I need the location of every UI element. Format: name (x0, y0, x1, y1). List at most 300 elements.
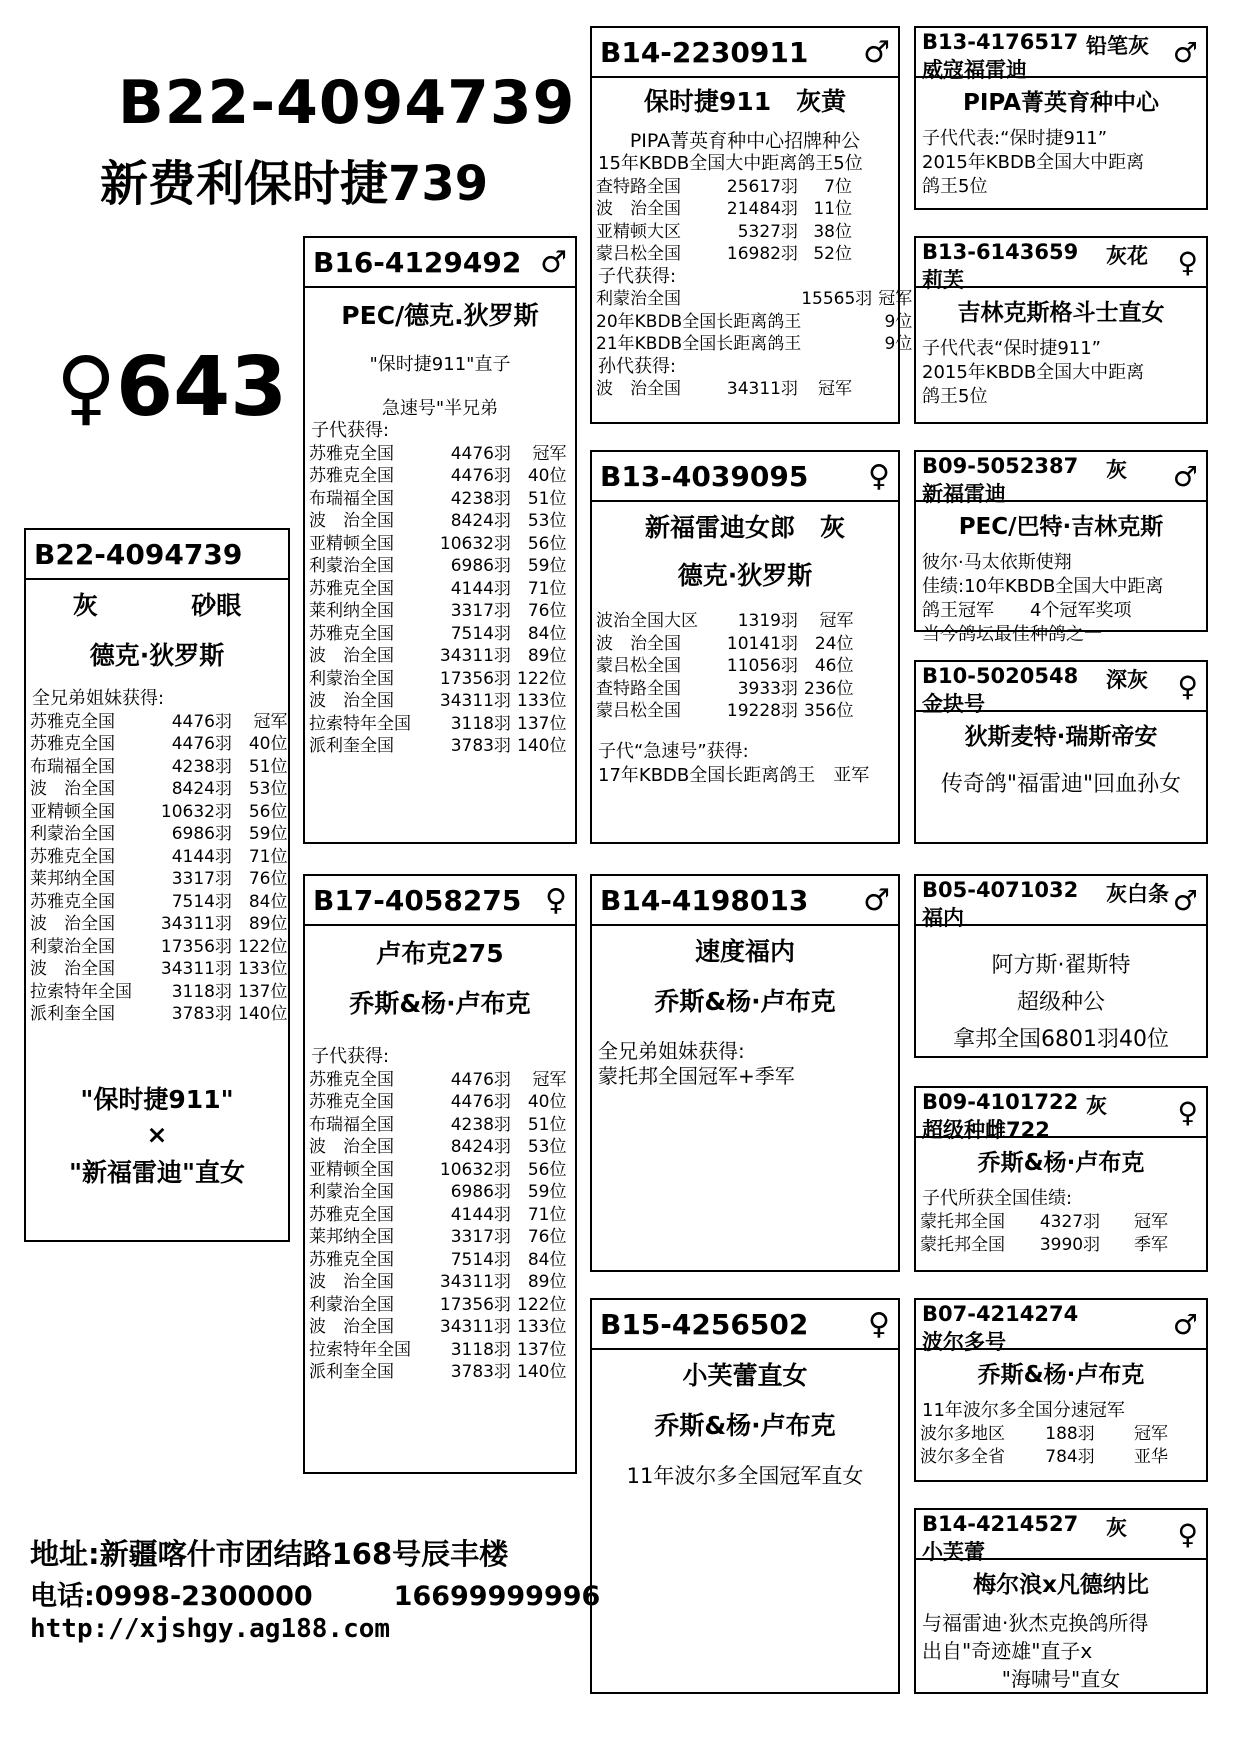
result-race: 派利奎全国 (30, 1004, 115, 1024)
result-row (920, 1211, 1186, 1234)
result-race: 利蒙治全国 (30, 824, 115, 844)
result-birds: 17356羽 (160, 936, 232, 957)
contact-address: 地址:新疆喀什市团结路168号辰丰楼 (30, 1537, 509, 1571)
gd1-header (592, 452, 898, 502)
result-place: 137位 (517, 1339, 567, 1360)
result-row (596, 311, 912, 334)
gs1-child-label: 子代获得: (598, 265, 677, 287)
result-birds: 4238羽 (171, 756, 232, 777)
dam-line: 乔斯&杨·卢布克 (349, 989, 531, 1018)
ggp-note: 子代代表:“保时捷911” (922, 128, 1108, 149)
result-row (30, 801, 287, 824)
result-birds: 5327羽 (737, 221, 798, 242)
gd2-note: 11年波尔多全国冠军直女 (626, 1464, 864, 1488)
result-race: 莱邦纳全国 (309, 1227, 394, 1247)
result-place: 51位 (248, 756, 288, 777)
result-place: 71位 (527, 1204, 567, 1225)
result-birds: 3118羽 (171, 981, 232, 1002)
gs1-header (592, 28, 898, 78)
result-race: 苏雅克全国 (309, 466, 394, 486)
result-race: 莱利纳全国 (309, 601, 394, 621)
gs1-child-results-table (596, 288, 912, 356)
result-race: 利蒙治全国 (309, 668, 394, 689)
ggp-note: 鸽王冠军 4个冠军奖项 (922, 600, 1132, 621)
result-birds: 4144羽 (171, 846, 232, 867)
result-row (596, 176, 852, 199)
result-birds: 3990羽 (1039, 1234, 1101, 1255)
ggp-results-table (920, 1211, 1186, 1256)
result-race: 波 治全国 (309, 646, 394, 666)
result-row (596, 333, 912, 356)
result-place: 冠军 (818, 379, 852, 399)
gs1-line2: 15年KBDB全国大中距离鸽王5位 (598, 153, 863, 174)
result-race: 苏雅克全国 (30, 846, 115, 867)
contact-url[interactable]: http://xjshgy.ag188.com (30, 1614, 391, 1644)
result-race: 亚精顿全国 (309, 533, 394, 554)
result-birds: 4144羽 (450, 1204, 511, 1225)
result-place: 冠军 (1134, 1424, 1168, 1444)
result-place: 38位 (813, 221, 852, 242)
result-birds: 17356羽 (439, 668, 511, 689)
result-birds: 4144羽 (450, 578, 511, 599)
sire-note1: "保时捷911"直子 (369, 354, 511, 375)
page-title-name: 新费利保时捷739 (100, 156, 489, 212)
ggp-header (916, 1088, 1206, 1142)
result-birds: 10632羽 (439, 1159, 511, 1180)
result-row (30, 981, 287, 1004)
dam-results-table (309, 1069, 566, 1384)
result-birds: 34311羽 (160, 959, 232, 979)
ggp-line: 乔斯&杨·卢布克 (977, 1150, 1145, 1176)
ggp-ring: B13-4176517 (922, 30, 1079, 54)
result-row (309, 533, 566, 556)
result-race: 波 治全国 (30, 779, 115, 799)
result-place: 84位 (527, 1249, 567, 1270)
result-birds: 6986羽 (171, 824, 232, 844)
result-race: 波 治全国 (309, 691, 394, 711)
result-place: 56位 (527, 533, 567, 554)
ggp-ring: B07-4214274 (922, 1302, 1079, 1326)
dam-label: 子代获得: (311, 1046, 390, 1067)
result-row (309, 1249, 566, 1272)
gs1-results-table (596, 176, 852, 266)
subject-cross-sire: "保时捷911" (80, 1084, 234, 1114)
result-place: 24位 (814, 633, 854, 654)
result-place: 133位 (517, 691, 567, 711)
result-place: 59位 (527, 1182, 567, 1202)
result-place: 9位 (884, 334, 913, 354)
result-birds: 784羽 (1045, 1446, 1095, 1467)
result-place: 89位 (527, 1272, 567, 1292)
result-race: 亚精顿全国 (30, 801, 115, 822)
result-race: 波尔多全省 (920, 1446, 1005, 1467)
ggp-name: 小芙蕾 (922, 1540, 985, 1564)
sire-note2: 急速号"半兄弟 (381, 398, 499, 419)
result-race: 利蒙治全国 (30, 936, 115, 957)
ggp-header (916, 28, 1206, 82)
dam-card (303, 874, 577, 1474)
result-place: 236位 (804, 678, 854, 699)
result-race: 21年KBDB全国长距离鸽王 (596, 334, 802, 354)
result-birds: 3933羽 (737, 678, 798, 699)
gd2-header (592, 1300, 898, 1350)
result-row (596, 288, 912, 311)
result-place: 51位 (527, 1114, 567, 1135)
ggp-ring: B10-5020548 (922, 664, 1079, 688)
result-row (920, 1423, 1186, 1446)
result-place: 356位 (804, 701, 854, 721)
result-birds: 17356羽 (439, 1294, 511, 1315)
result-race: 查特路全国 (596, 678, 681, 699)
ggp-color: 深灰 (1106, 668, 1148, 692)
result-place: 冠军 (819, 611, 854, 631)
result-race: 拉索特年全国 (30, 981, 132, 1002)
ggp-ring: B13-6143659 (922, 240, 1079, 264)
ggp-note: "海啸号"直女 (1001, 1667, 1121, 1691)
gs1-name: 保时捷911 灰黄 (643, 87, 847, 116)
ggp-note: 彼尔·马太依斯使翔 (922, 552, 1072, 573)
result-row (30, 868, 287, 891)
result-place: 冠军 (532, 443, 567, 464)
result-place: 89位 (248, 914, 288, 934)
ggp-note: 佳绩:10年KBDB全国大中距离 (922, 576, 1164, 597)
result-race: 波 治全国 (596, 633, 681, 654)
result-birds: 34311羽 (439, 1317, 511, 1337)
result-place: 76位 (527, 601, 567, 621)
ggp-ring: B14-4214527 (922, 1512, 1079, 1536)
result-place: 137位 (517, 713, 567, 734)
ggp-color: 灰 (1106, 1516, 1127, 1540)
result-row (30, 958, 287, 981)
result-race: 波 治全国 (596, 379, 681, 399)
result-place: 冠军 (878, 289, 913, 309)
result-row (309, 1339, 566, 1362)
great-grandparent-card (914, 1298, 1208, 1482)
result-birds: 6986羽 (450, 1182, 511, 1202)
ggp-line: 乔斯&杨·卢布克 (977, 1362, 1145, 1388)
result-place: 亚华 (1134, 1446, 1168, 1467)
gs1-grand-results-table (596, 378, 852, 401)
result-row (309, 1136, 566, 1159)
result-place: 53位 (527, 1137, 567, 1157)
result-place: 76位 (527, 1227, 567, 1247)
contact-phone: 电话:0998-2300000 16699999996 (30, 1581, 601, 1612)
gd1-results-table (596, 610, 853, 723)
result-birds: 16982羽 (726, 244, 798, 264)
sire-card (303, 236, 577, 844)
male-symbol-icon: ♂ (1172, 1308, 1198, 1341)
ggp-note: 出自"奇迹雄"直子x (922, 1639, 1093, 1663)
great-grandparent-card (914, 1086, 1208, 1272)
maternal-granddam-card (590, 1298, 900, 1694)
ggp-note: 2015年KBDB全国大中距离 (922, 362, 1145, 383)
male-symbol-icon: ♂ (1172, 884, 1198, 917)
result-row (30, 936, 287, 959)
result-place: 季军 (1134, 1234, 1168, 1255)
result-row (30, 778, 287, 801)
result-race: 波 治全国 (596, 199, 681, 219)
female-symbol-icon: ♀ (868, 1306, 890, 1342)
ggp-color: 灰 (1106, 458, 1127, 482)
result-birds: 3783羽 (450, 1362, 511, 1382)
result-race: 20年KBDB全国长距离鸽王 (596, 311, 802, 332)
result-race: 利蒙治全国 (309, 1294, 394, 1315)
great-grandparent-card (914, 660, 1208, 844)
gs2-label: 全兄弟姐妹获得: (598, 1039, 745, 1063)
result-place: 122位 (517, 1294, 567, 1315)
ggp-results-table (920, 1423, 1186, 1468)
male-symbol-icon: ♂ (863, 34, 890, 70)
result-row (30, 891, 287, 914)
female-symbol-icon: ♀ (868, 458, 890, 494)
result-place: 133位 (517, 1317, 567, 1337)
male-symbol-icon: ♂ (863, 882, 890, 918)
gs2-line: 乔斯&杨·卢布克 (654, 987, 836, 1016)
result-race: 派利奎全国 (309, 736, 394, 756)
ggp-header (916, 238, 1206, 292)
ggp-header (916, 1300, 1206, 1354)
result-race: 亚精顿大区 (596, 221, 681, 242)
pigeon-number: ♀643 (56, 340, 288, 435)
ggp-note: 子代所获全国佳绩: (922, 1188, 1073, 1209)
dam-header (305, 876, 575, 926)
result-race: 布瑞福全国 (309, 488, 394, 509)
result-birds: 4238羽 (450, 1114, 511, 1135)
result-row (309, 443, 566, 466)
result-race: 亚精顿全国 (309, 1159, 394, 1180)
result-race: 苏雅克全国 (309, 578, 394, 599)
result-row (309, 1159, 566, 1182)
result-row (309, 645, 566, 668)
result-birds: 4476羽 (171, 711, 232, 732)
ggp-ring: B09-4101722 (922, 1090, 1079, 1114)
result-row (596, 378, 852, 401)
result-row (309, 1226, 566, 1249)
result-place: 9位 (884, 311, 913, 332)
dam-name: 卢布克275 (376, 939, 504, 968)
result-place: 71位 (527, 578, 567, 599)
result-race: 苏雅克全国 (30, 711, 115, 732)
paternal-granddam-card (590, 450, 900, 844)
sire-ring: B16-4129492 (313, 245, 522, 279)
result-race: 利蒙治全国 (309, 1182, 394, 1202)
ggp-line: PIPA菁英育种中心 (963, 90, 1159, 116)
ggp-color: 铅笔灰 (1086, 34, 1149, 58)
result-birds: 7514羽 (450, 623, 511, 644)
result-birds: 8424羽 (450, 511, 511, 531)
male-symbol-icon: ♂ (540, 244, 567, 280)
ggp-line: 吉林克斯格斗士直女 (957, 300, 1165, 326)
result-row (309, 1294, 566, 1317)
female-symbol-icon: ♀ (545, 882, 567, 918)
result-row (309, 713, 566, 736)
female-symbol-icon: ♀ (1177, 670, 1198, 703)
subject-ring: B22-4094739 (34, 537, 243, 571)
result-race: 蒙吕松全国 (596, 701, 681, 721)
result-place: 137位 (238, 981, 288, 1002)
result-row (309, 600, 566, 623)
result-row (30, 1003, 287, 1026)
result-birds: 34311羽 (160, 914, 232, 934)
great-grandparent-card (914, 26, 1208, 210)
result-row (309, 1271, 566, 1294)
result-birds: 4476羽 (450, 1069, 511, 1090)
result-race: 苏雅克全国 (309, 623, 394, 644)
result-birds: 4476羽 (450, 443, 511, 464)
ggp-ring: B05-4071032 (922, 878, 1079, 902)
gd2-name: 小芙蕾直女 (682, 1361, 808, 1390)
ggp-note: 鸽王5位 (922, 386, 988, 407)
result-row (309, 555, 566, 578)
subject-color: 灰 (72, 591, 98, 620)
result-race: 莱邦纳全国 (30, 869, 115, 889)
result-place: 7位 (824, 176, 852, 197)
result-birds: 3317羽 (171, 869, 232, 889)
result-race: 利蒙治全国 (596, 289, 681, 309)
female-symbol-icon: ♀ (1177, 1096, 1198, 1129)
result-place: 122位 (517, 668, 567, 689)
result-race: 苏雅克全国 (309, 1069, 394, 1090)
result-race: 波 治全国 (30, 959, 115, 979)
result-birds: 3783羽 (171, 1004, 232, 1024)
ggp-line: 狄斯麦特·瑞斯帝安 (964, 724, 1158, 750)
result-birds: 1319羽 (737, 611, 798, 631)
gd1-ring: B13-4039095 (600, 459, 809, 493)
result-row (596, 610, 853, 633)
page-title-ring: B22-4094739 (118, 68, 576, 138)
result-place: 84位 (527, 623, 567, 644)
result-race: 苏雅克全国 (309, 443, 394, 464)
result-row (309, 1091, 566, 1114)
result-birds: 188羽 (1045, 1424, 1095, 1444)
result-place: 76位 (248, 869, 288, 889)
result-race: 拉索特年全国 (309, 713, 411, 734)
result-race: 波尔多地区 (920, 1424, 1005, 1444)
result-birds: 3317羽 (450, 601, 511, 621)
gd2-ring: B15-4256502 (600, 1307, 809, 1341)
result-row (596, 655, 853, 678)
result-race: 蒙吕松全国 (596, 244, 681, 264)
result-place: 59位 (248, 824, 288, 844)
result-race: 波 治全国 (30, 914, 115, 934)
result-row (309, 1204, 566, 1227)
result-birds: 34311羽 (439, 1272, 511, 1292)
gd1-name: 新福雷迪女郎 灰 (644, 513, 845, 542)
ggp-note: 2015年KBDB全国大中距离 (922, 152, 1145, 173)
result-place: 52位 (813, 244, 852, 264)
result-race: 利蒙治全国 (309, 556, 394, 576)
result-row (30, 756, 287, 779)
ggp-name: 新福雷迪 (922, 482, 1006, 506)
gd1-child-result: 17年KBDB全国长距离鸽王 亚军 (598, 765, 870, 786)
ggp-name: 波尔多号 (922, 1330, 1006, 1354)
result-row (30, 711, 287, 734)
ggp-header (916, 876, 1206, 930)
result-birds: 7514羽 (171, 891, 232, 912)
result-row (309, 1069, 566, 1092)
result-race: 蒙吕松全国 (596, 656, 681, 676)
result-birds: 7514羽 (450, 1249, 511, 1270)
great-grandparent-card (914, 450, 1208, 645)
subject-header (26, 530, 288, 580)
subject-eye: 砂眼 (191, 591, 242, 620)
sire-results-table (309, 443, 566, 758)
result-race: 布瑞福全国 (309, 1114, 394, 1135)
result-race: 波 治全国 (309, 1272, 394, 1292)
result-race: 波 治全国 (309, 1137, 394, 1157)
ggp-note: 当今鸽坛最佳种鸽之一 (922, 624, 1102, 645)
result-race: 波 治全国 (309, 511, 394, 531)
subject-cross-dam: "新福雷迪"直女 (68, 1157, 246, 1187)
male-symbol-icon: ♂ (1172, 460, 1198, 493)
subject-cross-x: × (146, 1119, 168, 1149)
result-birds: 4238羽 (450, 488, 511, 509)
result-birds: 8424羽 (171, 779, 232, 799)
result-row (309, 1181, 566, 1204)
ggp-name: 莉芙 (922, 268, 964, 292)
result-row (30, 846, 287, 869)
result-row (30, 733, 287, 756)
ggp-name: 威寇福雷迪 (922, 58, 1027, 82)
result-birds (801, 333, 878, 356)
result-place: 40位 (527, 466, 567, 486)
result-birds: 34311羽 (726, 379, 798, 399)
result-race: 查特路全国 (596, 176, 681, 197)
dam-ring: B17-4058275 (313, 883, 522, 917)
subject-results-table (30, 711, 287, 1026)
great-grandparent-card (914, 874, 1208, 1058)
result-place: 56位 (248, 801, 288, 822)
ggp-name: 福内 (922, 906, 964, 930)
ggp-line: PEC/巴特·吉林克斯 (958, 514, 1164, 540)
ggp-note: 11年波尔多全国分速冠军 (922, 1400, 1125, 1421)
gs2-result: 蒙托邦全国冠军+季军 (598, 1063, 795, 1088)
result-birds: 3317羽 (450, 1227, 511, 1247)
sire-label: 子代获得: (311, 420, 390, 441)
result-row (30, 823, 287, 846)
result-row (309, 623, 566, 646)
result-row (309, 735, 566, 758)
gd1-line: 德克·狄罗斯 (677, 561, 813, 590)
result-place: 140位 (517, 736, 567, 756)
result-birds (801, 311, 878, 334)
result-birds: 15565羽 (801, 289, 873, 309)
result-row (309, 1114, 566, 1137)
subject-card (24, 528, 290, 1242)
ggp-note: 超级种公 (1016, 990, 1105, 1015)
result-birds: 25617羽 (726, 176, 798, 197)
subject-sib-label: 全兄弟姐妹获得: (32, 688, 165, 709)
gd2-line: 乔斯&杨·卢布克 (654, 1411, 836, 1440)
result-row (309, 578, 566, 601)
subject-line: 德克·狄罗斯 (89, 641, 225, 670)
ggp-note: 传奇鸽"福雷迪"回血孙女 (940, 772, 1182, 797)
ggp-note: 阿方斯·翟斯特 (991, 953, 1131, 978)
gs2-name: 速度福内 (694, 937, 795, 966)
result-row (30, 913, 287, 936)
result-birds: 10141羽 (726, 633, 798, 654)
result-birds: 11056羽 (726, 656, 798, 676)
result-birds: 4476羽 (450, 1092, 511, 1112)
result-place: 71位 (248, 846, 288, 867)
result-place: 140位 (238, 1004, 288, 1024)
result-race: 苏雅克全国 (30, 891, 115, 912)
result-row (309, 668, 566, 691)
result-place: 140位 (517, 1362, 567, 1382)
gs1-line1: PIPA菁英育种中心招牌种公 (629, 130, 861, 152)
result-row (309, 510, 566, 533)
ggp-header (916, 662, 1206, 716)
